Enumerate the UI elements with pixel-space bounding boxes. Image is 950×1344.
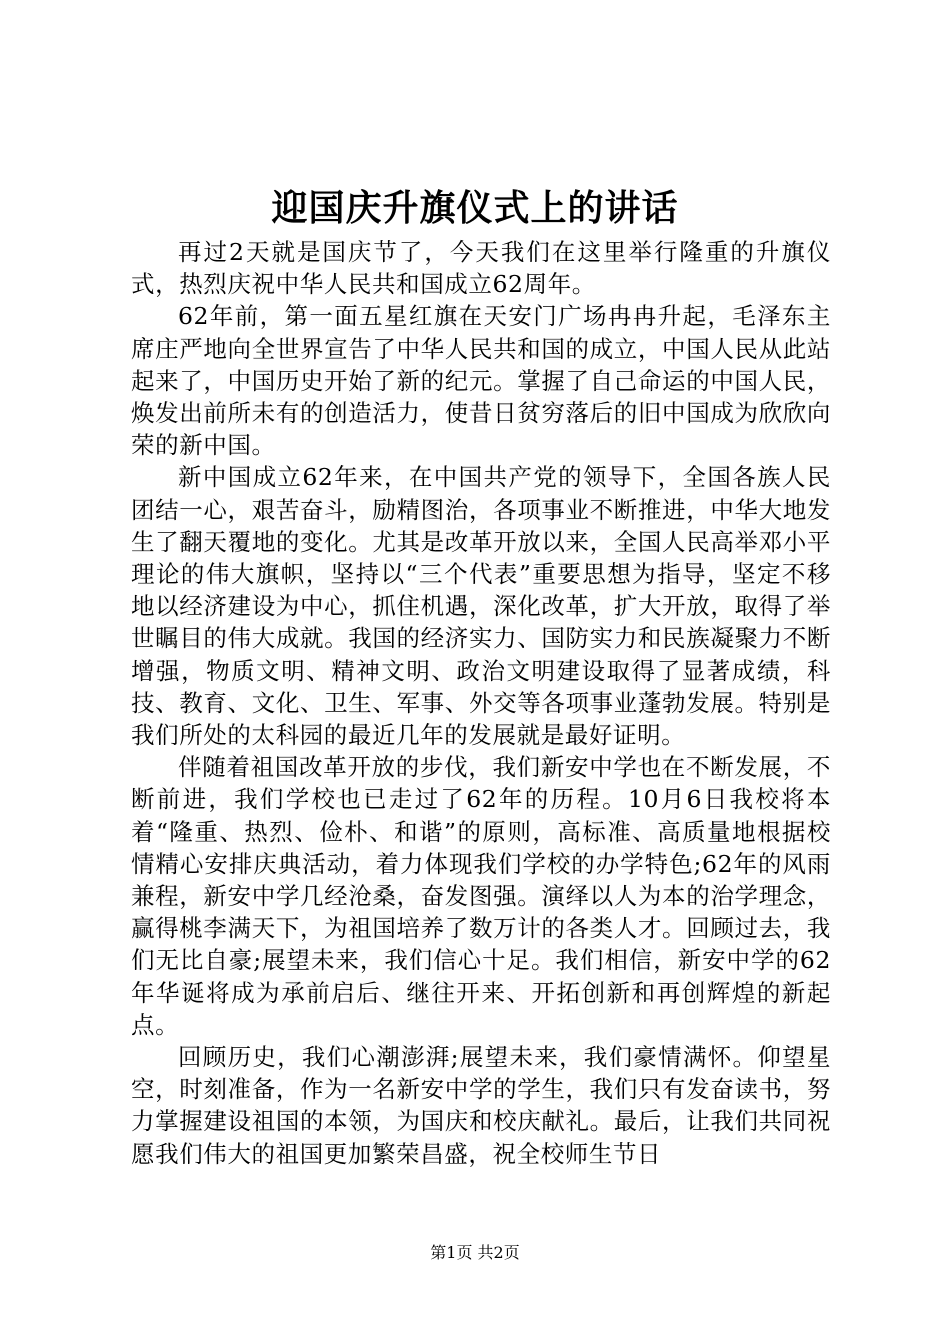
paragraph: 再过2天就是国庆节了，今天我们在这里举行隆重的升旗仪式，热烈庆祝中华人民共和国成立62周年。	[131, 238, 831, 299]
page-footer: 第1页 共2页	[430, 1243, 520, 1262]
paragraph: 回顾历史，我们心潮澎湃;展望未来，我们豪情满怀。仰望星空，时刻准备，作为一名新安中学的学生，我们只有发奋读书，努力掌握建设祖国的本领，为国庆和校庆献礼。最后，让我们共同祝愿我们伟大的祖国更加繁荣昌盛，祝全校师生节日	[131, 1043, 831, 1168]
document-title: 迎国庆升旗仪式上的讲话	[271, 187, 679, 229]
paragraph: 62年前，第一面五星红旗在天安门广场冉冉升起，毛泽东主席庄严地向全世界宣告了中华人民共和国的成立，中国人民从此站起来了，中国历史开始了新的纪元。掌握了自己命运的中国人民，焕发出前所未有的创造活力，使昔日贫穷落后的旧中国成为欣欣向荣的新中国。	[131, 302, 831, 460]
paragraph: 新中国成立62年来，在中国共产党的领导下，全国各族人民团结一心，艰苦奋斗，励精图治，各项事业不断推进，中华大地发生了翻天覆地的变化。尤其是改革开放以来，全国人民高举邓小平理论的伟大旗帜，坚持以“三个代表”重要思想为指导，坚定不移地以经济建设为中心，抓住机遇，深化改革，扩大开放，取得了举世瞩目的伟大成就。我国的经济实力、国防实力和民族凝聚力不断增强，物质文明、精神文明、政治文明建设取得了显著成绩，科技、教育、文化、卫生、军事、外交等各项事业蓬勃发展。特别是我们所处的太科园的最近几年的发展就是最好证明。	[131, 463, 831, 750]
document-body	[131, 236, 831, 1170]
paragraph: 伴随着祖国改革开放的步伐，我们新安中学也在不断发展，不断前进，我们学校也已走过了62年的历程。10月6日我校将本着“隆重、热烈、俭朴、和谐”的原则，高标准、高质量地根据校情精心安排庆典活动，着力体现我们学校的办学特色;62年的风雨兼程，新安中学几经沧桑，奋发图强。演绎以人为本的治学理念，赢得桃李满天下，为祖国培养了数万计的各类人才。回顾过去，我们无比自豪;展望未来，我们信心十足。我们相信，新安中学的62年华诞将成为承前启后、继往开来、开拓创新和再创辉煌的新起点。	[131, 753, 831, 1039]
